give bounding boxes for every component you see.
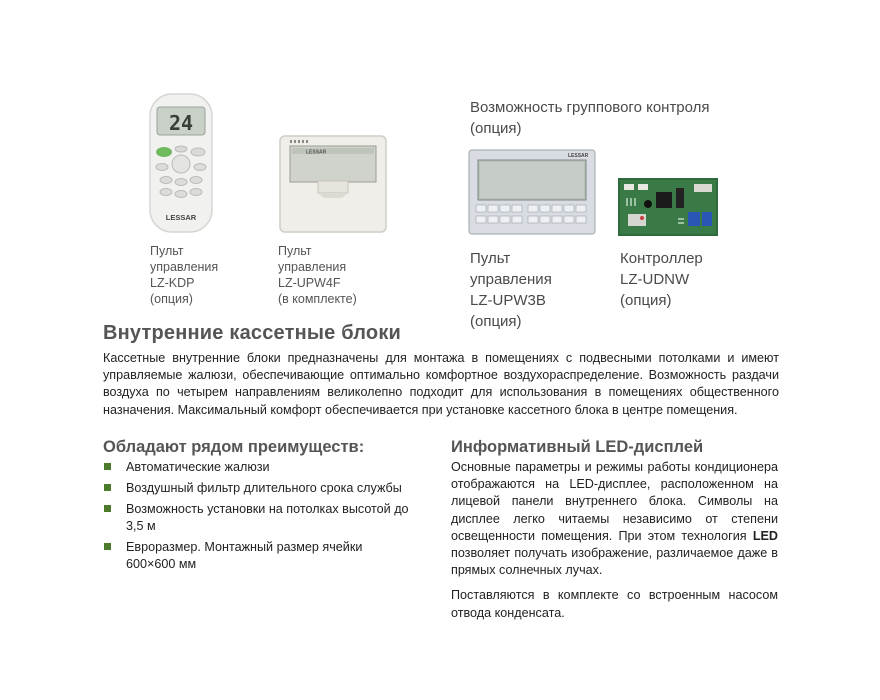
remote-brand-logo: LESSAR — [165, 213, 197, 222]
caption-line: Пульт — [470, 250, 511, 267]
intro-paragraph: Кассетные внутренние блоки предназначены для монтажа в помещениях с подвесными потолками и имеют управляемые жалюзи, обеспечивающие оптимально комфортное воздухораспределение. Возможность раздачи воздуха по четырем направлениям великолепно подходит для использования в помещениях общественного назначения. Максимальный комфорт обеспечивается при установке кассетного блока в центре помещения. — [103, 351, 779, 417]
list-item — [101, 501, 411, 535]
group-control-title — [470, 97, 710, 139]
caption-line: управления — [278, 260, 347, 274]
list-item — [101, 480, 411, 497]
caption-lz-kdp — [150, 243, 218, 307]
bullet-square-icon — [104, 463, 111, 470]
list-item — [101, 459, 411, 476]
list-item-text: Евроразмер. Монтажный размер ячейки 600×600 мм — [126, 540, 363, 571]
caption-line: Контроллер — [620, 250, 703, 267]
bullet-square-icon — [104, 505, 111, 512]
list-item-text: Воздушный фильтр длительного срока службы — [126, 481, 402, 495]
caption-line: LZ-UDNW — [620, 271, 690, 288]
led-bold-term: LED — [752, 528, 778, 543]
led-paragraph-1-start: Основные параметры и режимы работы кондиционера отображаются на LED-дисплее, расположенном на лицевой панели внутреннего блока. Символы на дисплее легко читаемы независимо от степени освещенности помещения. При этом технология — [451, 460, 778, 543]
caption-line: управления — [150, 260, 219, 274]
group-control-line2: (опция) — [470, 120, 522, 137]
list-item — [101, 539, 411, 573]
caption-lz-upw3b — [470, 248, 552, 332]
caption-lz-upw4f — [278, 243, 357, 307]
led-paragraph-1-end: позволяет получать изображение, различаемое даже в прямых солнечных лучах. — [451, 546, 778, 578]
central-controller-lz-upw3b-image — [468, 149, 596, 235]
caption-lz-udnw — [620, 248, 703, 311]
caption-line: Пульт — [278, 244, 312, 258]
caption-line: Пульт — [150, 244, 184, 258]
list-item-text: Возможность установки на потолках высотой до 3,5 м — [126, 502, 409, 533]
bullet-square-icon — [104, 543, 111, 550]
remote-display-digits: 24 — [168, 111, 194, 135]
caption-line: (опция) — [150, 292, 193, 306]
led-text — [451, 459, 778, 626]
caption-line: управления — [470, 271, 552, 288]
caption-line: LZ-UPW4F — [278, 276, 341, 290]
advantages-title: Обладают рядом преимуществ: — [103, 438, 365, 456]
caption-line: (в комплекте) — [278, 292, 357, 306]
caption-line: LZ-UPW3B — [470, 292, 546, 309]
bullet-square-icon — [104, 484, 111, 491]
section-title: Внутренние кассетные блоки — [103, 322, 402, 344]
caption-line: (опция) — [470, 313, 522, 330]
list-item-text: Автоматические жалюзи — [126, 460, 270, 474]
caption-line: (опция) — [620, 292, 672, 309]
led-title: Информативный LED-дисплей — [451, 438, 704, 456]
caption-line: LZ-KDP — [150, 276, 195, 290]
led-paragraph-2: Поставляются в комплекте со встроенным насосом отвода конденсата. — [451, 588, 778, 620]
controller-board-lz-udnw-image — [618, 178, 718, 236]
group-control-line1: Возможность группового контроля — [470, 99, 710, 116]
controller-brand-logo: LESSAR — [306, 149, 327, 156]
remote-lz-kdp-image — [148, 92, 214, 234]
central-brand-logo: LESSAR — [568, 153, 589, 159]
led-paragraph-1 — [451, 459, 778, 579]
wall-controller-lz-upw4f-image — [278, 134, 388, 234]
advantages-list — [101, 459, 411, 577]
